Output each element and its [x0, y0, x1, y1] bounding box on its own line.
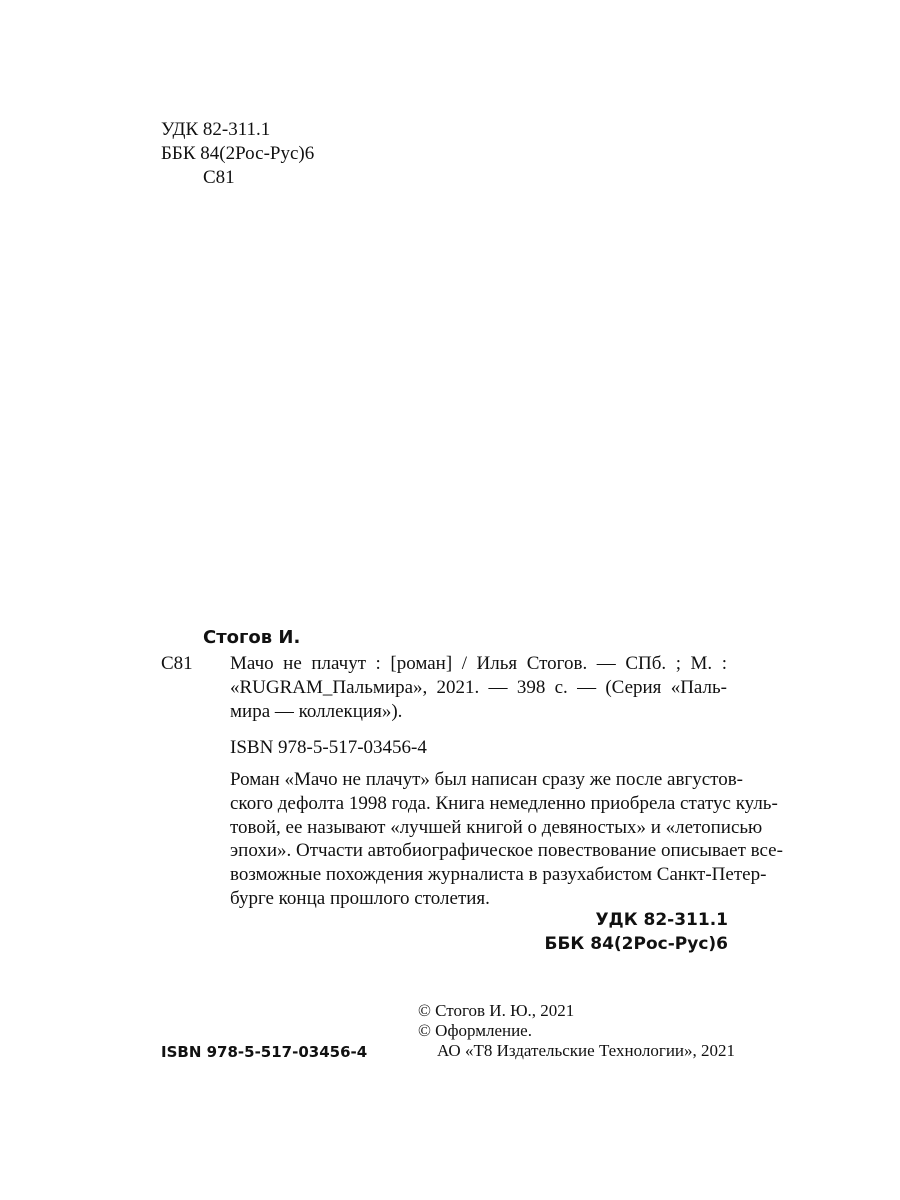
- annotation-block: [230, 768, 783, 911]
- annotation-line: товой, ее называют «лучшей книгой о девяностых» и «летописью: [230, 816, 763, 838]
- footer-isbn: ISBN 978-5-517-03456-4: [161, 1043, 368, 1061]
- copyright-line: © Стогов И. Ю., 2021: [418, 1001, 575, 1020]
- udk-top: УДК 82-311.1: [161, 119, 271, 140]
- annotation-line: эпохи». Отчасти автобиографическое повествование описывает все-: [230, 840, 783, 862]
- record-isbn: ISBN 978-5-517-03456-4: [230, 737, 427, 758]
- record-title-block: [230, 652, 727, 723]
- author-sign-top: С81: [203, 167, 235, 188]
- record-author-sign: С81: [161, 653, 193, 674]
- record-title-line: «RUGRAM_Пальмира», 2021. — 398 с. — (Серия «Паль-: [230, 676, 727, 698]
- record-title-line: Мачо не плачут : [роман] / Илья Стогов. — СПб. ; М. :: [230, 653, 727, 674]
- annotation-line: возможные похождения журналиста в разухабистом Санкт-Петер-: [230, 864, 767, 886]
- bbk-top: ББК 84(2Рос-Рус)6: [161, 143, 315, 164]
- copyright-line: © Оформление.: [418, 1021, 532, 1040]
- record-bbk: ББК 84(2Рос-Рус)6: [544, 934, 728, 954]
- record-title-line: мира — коллекция»).: [230, 700, 403, 722]
- record-author: Стогов И.: [203, 627, 301, 648]
- record-udk: УДК 82-311.1: [595, 910, 728, 930]
- annotation-line: Роман «Мачо не плачут» был написан сразу же после августов-: [230, 769, 743, 790]
- copyright-line: АО «Т8 Издательские Технологии», 2021: [437, 1041, 736, 1060]
- annotation-line: ского дефолта 1998 года. Книга немедленно приобрела статус куль-: [230, 792, 778, 814]
- annotation-line: бурге конца прошлого столетия.: [230, 887, 490, 909]
